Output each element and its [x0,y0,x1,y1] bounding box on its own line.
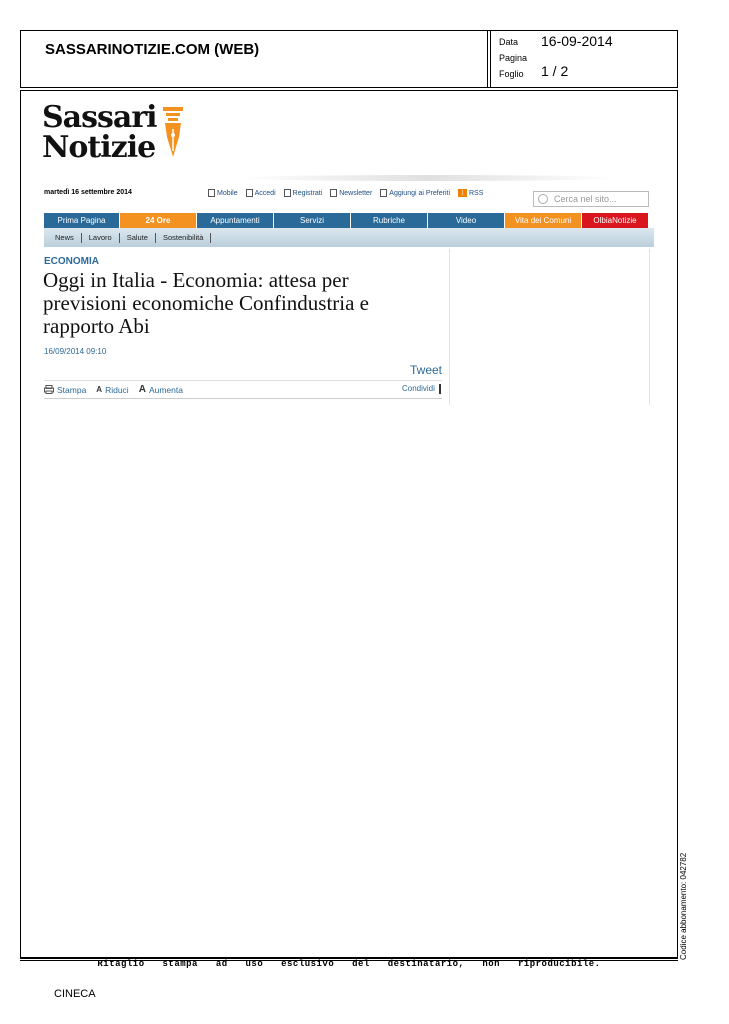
article-tools [44,384,183,395]
font-reduce-icon: A [96,385,103,394]
main-nav [44,213,649,228]
mobile-link[interactable] [208,189,238,197]
reduce-font-button[interactable] [96,384,128,395]
site-logo[interactable] [42,100,157,165]
fountain-pen-icon [161,107,185,159]
register-link-label: Registrati [292,189,323,197]
newsletter-link-label: Newsletter [339,189,373,197]
clipping-header [20,30,678,88]
register-icon [284,189,291,197]
right-column [450,249,650,405]
mobile-link-label: Mobile [217,189,238,197]
rss-link-label: RSS [469,189,484,197]
login-link[interactable] [246,189,276,197]
article-content [38,249,450,405]
nav-24-ore[interactable]: 24 Ore [120,213,197,228]
foglio-label: Foglio [499,69,524,79]
nav-servizi[interactable]: Servizi [274,213,351,228]
header-divider [487,31,491,87]
login-link-label: Accedi [254,189,276,197]
website-screenshot [38,97,654,405]
print-label: Stampa [57,384,87,395]
sub-nav [44,228,654,247]
source-title: SASSARINOTIZIE.COM (WEB) [45,41,260,58]
printer-icon [44,385,54,394]
header-shadow [238,175,618,181]
favorites-icon [380,189,387,197]
article-section[interactable]: ECONOMIA [44,256,99,267]
nav-vita-dei-comuni[interactable]: Vita dei Comuni [505,213,582,228]
nav-olbia-notizie[interactable]: OlbiaNotizie [582,213,649,228]
logo-line-2: Notizie [42,130,156,165]
print-button[interactable] [44,384,86,395]
subnav-news[interactable]: News [48,233,82,243]
nav-appuntamenti[interactable]: Appuntamenti [197,213,274,228]
share-button[interactable]: Condividi [402,384,441,394]
tweet-button[interactable]: Tweet [410,363,443,377]
article-headline: Oggi in Italia - Economia: attesa per previsioni economiche Confindustria e rapporto Abi [43,268,370,338]
current-date: martedì 16 settembre 2014 [44,189,132,196]
tools-divider-bottom [44,398,442,399]
data-label: Data [499,37,519,47]
logo-line-1: Sassari [42,100,157,135]
rss-link[interactable] [458,189,483,197]
tools-divider-top [44,380,442,381]
nav-prima-pagina[interactable]: Prima Pagina [44,213,120,228]
search-icon [538,194,548,204]
footer-org: CINECA [54,988,96,1000]
disclaimer: Ritaglio stampa ad uso esclusivo del destinatario, non riproducibile. [97,959,601,969]
login-icon [246,189,253,197]
foglio-value: 1 / 2 [541,63,569,79]
search-input[interactable]: Cerca nel sito... [533,191,649,207]
reduce-label: Riduci [105,384,129,395]
subnav-salute[interactable]: Salute [120,233,156,243]
rss-icon: ) [458,189,467,197]
subnav-sostenibilita[interactable]: Sostenibilità [156,233,211,243]
nav-rubriche[interactable]: Rubriche [351,213,428,228]
favorites-link[interactable] [380,189,450,197]
pagina-label: Pagina [499,53,528,63]
article-date: 16/09/2014 09:10 [44,347,107,356]
increase-font-button[interactable] [139,384,183,395]
top-links [208,189,483,197]
newsletter-icon [330,189,337,197]
increase-label: Aumenta [148,384,183,395]
subscription-code: Codice abbonamento: 042782 [679,852,688,960]
subnav-lavoro[interactable]: Lavoro [82,233,120,243]
data-value: 16-09-2014 [541,33,613,49]
nav-video[interactable]: Video [428,213,505,228]
mobile-icon [208,189,215,197]
favorites-link-label: Aggiungi ai Preferiti [389,189,450,197]
register-link[interactable] [284,189,323,197]
newsletter-link[interactable] [330,189,372,197]
font-increase-icon: A [138,384,146,395]
